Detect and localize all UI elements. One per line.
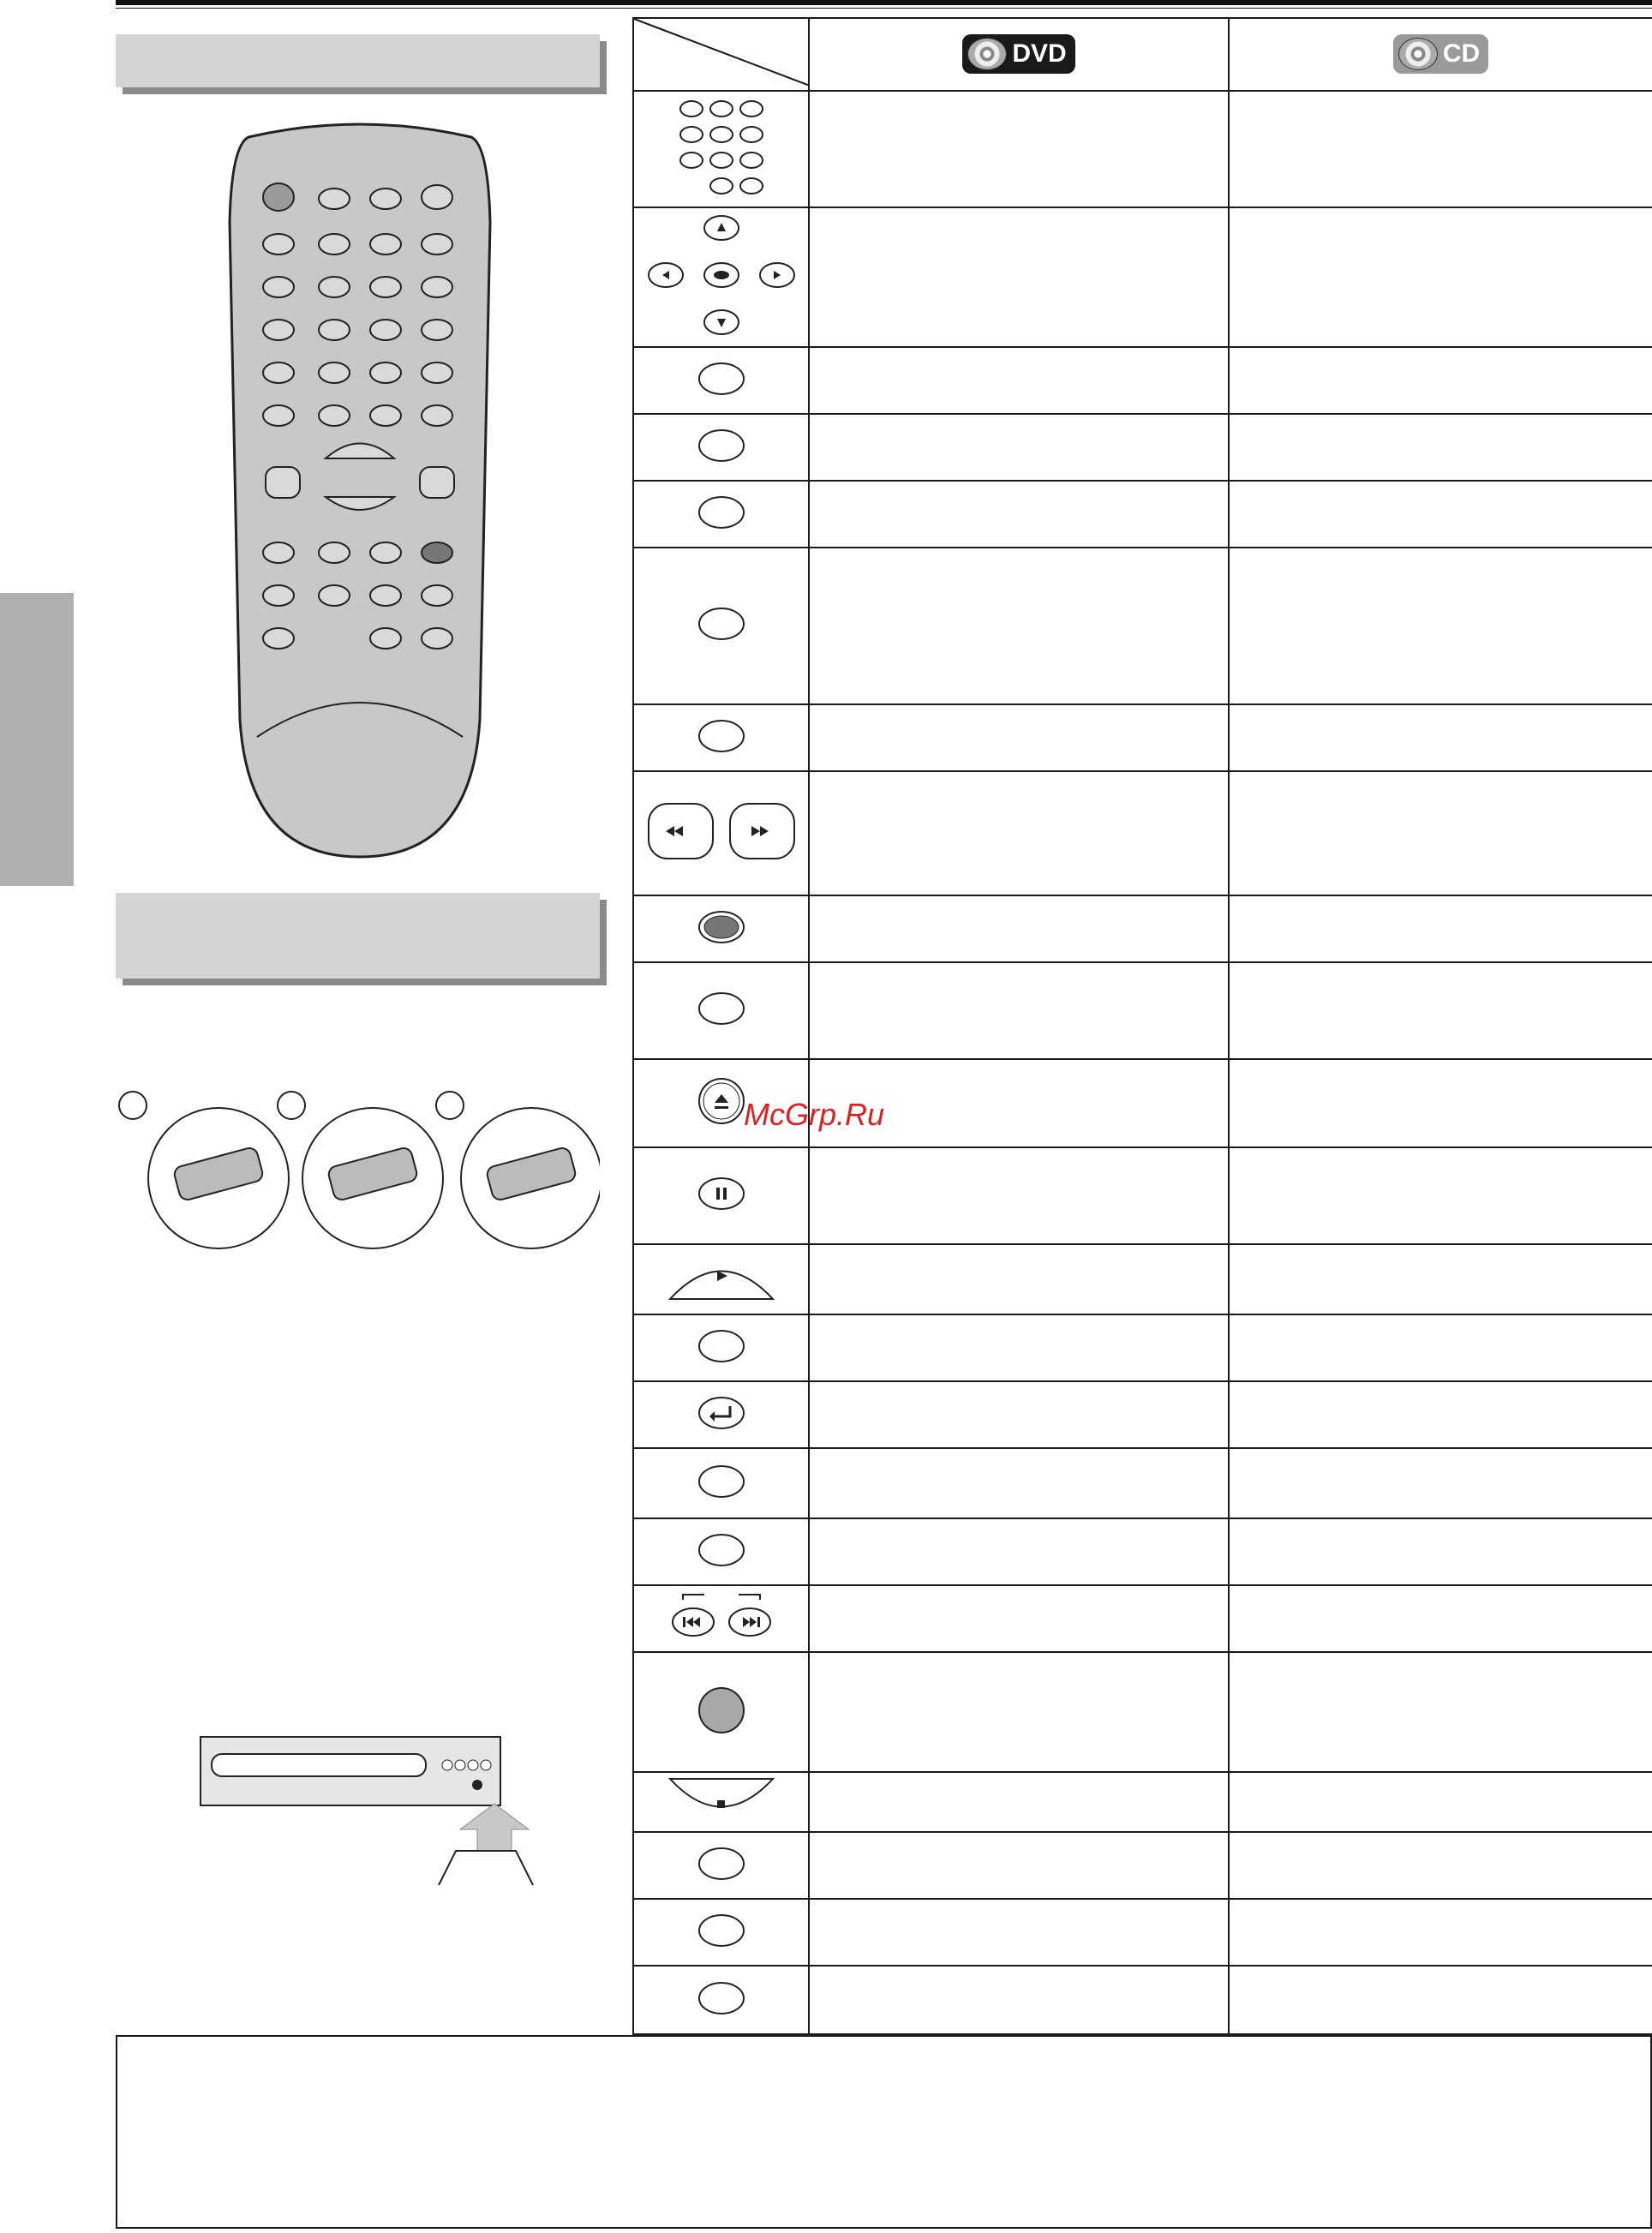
stop-button-icon [666, 1775, 777, 1826]
dvd-logo: DVD [962, 34, 1074, 74]
dvd-function-cell [809, 962, 1229, 1059]
cd-function-cell [1229, 1448, 1652, 1518]
battery-install-steps [116, 1088, 600, 1251]
disc-icon [967, 38, 1007, 70]
key-icon-cell [633, 207, 809, 347]
number-buttons-icon [674, 96, 769, 199]
cd-function-cell [1229, 1585, 1652, 1652]
cd-function-cell [1229, 1059, 1652, 1147]
dvd-function-cell [809, 1244, 1229, 1314]
cd-function-cell [1229, 962, 1652, 1059]
cd-function-cell [1229, 1381, 1652, 1448]
key-icon-cell [633, 1147, 809, 1244]
watermark: McGrp.Ru [744, 1097, 885, 1132]
cd-function-cell [1229, 548, 1652, 704]
table-row [633, 548, 1652, 704]
table-row [633, 414, 1652, 481]
table-row [633, 1899, 1652, 1966]
dvd-function-cell [809, 1448, 1229, 1518]
key-icon-cell [633, 771, 809, 895]
dvd-function-cell [809, 1772, 1229, 1832]
dvd-function-cell [809, 1381, 1229, 1448]
dvd-function-cell [809, 414, 1229, 481]
key-icon-cell [633, 91, 809, 207]
cd-function-cell [1229, 704, 1652, 771]
table-row [633, 1966, 1652, 2034]
remote-control-icon [223, 120, 497, 865]
table-row [633, 1585, 1652, 1652]
key-function-table [632, 17, 1652, 2035]
table-row [633, 347, 1652, 414]
cd-logo: CD [1393, 34, 1488, 74]
oval-button-icon [696, 494, 747, 531]
cd-function-cell [1229, 1652, 1652, 1772]
key-icon-cell [633, 704, 809, 771]
key-icon-cell [633, 481, 809, 548]
cd-function-cell [1229, 1832, 1652, 1899]
cd-function-cell [1229, 1772, 1652, 1832]
dvd-header-cell [809, 18, 1229, 91]
table-row [633, 895, 1652, 962]
table-row [633, 704, 1652, 771]
table-row [633, 1314, 1652, 1381]
table-row [633, 1448, 1652, 1518]
table-row [633, 207, 1652, 347]
key-icon-cell [633, 548, 809, 704]
oval-button-icon [696, 1979, 747, 2017]
section-heading-panel-1 [116, 34, 600, 87]
top-rule-thin [116, 8, 1652, 9]
dvd-function-cell [809, 704, 1229, 771]
oval-button-icon [696, 1463, 747, 1500]
cd-function-cell [1229, 895, 1652, 962]
table-row [633, 91, 1652, 207]
key-icon-cell [633, 962, 809, 1059]
table-row [633, 962, 1652, 1059]
cd-function-cell [1229, 414, 1652, 481]
table-row [633, 1381, 1652, 1448]
side-tab [0, 593, 74, 886]
dvd-function-cell [809, 1832, 1229, 1899]
key-icon-cell [633, 1381, 809, 1448]
oval-button-icon [696, 360, 747, 398]
key-icon-cell [633, 1832, 809, 1899]
key-icon-cell [633, 347, 809, 414]
key-icon-cell [633, 1899, 809, 1966]
oval-button-icon [696, 605, 747, 643]
table-row [633, 1652, 1652, 1772]
rew-ffw-buttons-icon [640, 797, 803, 865]
eject-button-icon [696, 1075, 747, 1127]
oval-button-icon [696, 1845, 747, 1883]
oval-button-icon [696, 427, 747, 464]
dvd-function-cell [809, 1899, 1229, 1966]
dvd-function-cell [809, 347, 1229, 414]
cd-function-cell [1229, 771, 1652, 895]
oval-button-icon [696, 1327, 747, 1365]
key-icon-cell [633, 1652, 809, 1772]
key-icon-cell [633, 1772, 809, 1832]
dvd-function-cell [809, 91, 1229, 207]
table-row [633, 481, 1652, 548]
top-rule [116, 0, 1652, 5]
oval-button-icon [696, 990, 747, 1027]
dvd-function-cell [809, 207, 1229, 347]
section-heading-panel-2 [116, 893, 600, 979]
disc-icon [1398, 38, 1438, 70]
cd-function-cell [1229, 1899, 1652, 1966]
dvd-function-cell [809, 548, 1229, 704]
table-row [633, 1832, 1652, 1899]
cd-function-cell [1229, 1147, 1652, 1244]
table-row [633, 1518, 1652, 1585]
cd-function-cell [1229, 91, 1652, 207]
cd-function-cell [1229, 1518, 1652, 1585]
player-sensor-illustration [199, 1735, 542, 1898]
dvd-function-cell [809, 1147, 1229, 1244]
enter-button-icon [696, 908, 747, 946]
key-icon-cell [633, 1448, 809, 1518]
pause-button-icon [696, 1175, 747, 1212]
dvd-function-cell [809, 895, 1229, 962]
key-icon-cell [633, 1585, 809, 1652]
key-icon-cell [633, 1518, 809, 1585]
play-button-icon [666, 1252, 777, 1303]
cd-function-cell [1229, 481, 1652, 548]
cd-function-cell [1229, 1314, 1652, 1381]
table-row [633, 771, 1652, 895]
dvd-function-cell [809, 1518, 1229, 1585]
dvd-function-cell [809, 1314, 1229, 1381]
cd-function-cell [1229, 1244, 1652, 1314]
key-icon-cell [633, 895, 809, 962]
dvd-function-cell [809, 1585, 1229, 1652]
dvd-function-cell [809, 771, 1229, 895]
note-box [116, 2035, 1652, 2229]
return-button-icon [696, 1394, 747, 1432]
oval-button-icon [696, 1531, 747, 1569]
corner-header-cell [633, 18, 809, 91]
power-button-icon [696, 1685, 747, 1736]
dvd-function-cell [809, 481, 1229, 548]
key-icon-cell [633, 1314, 809, 1381]
table-row [633, 1244, 1652, 1314]
oval-button-icon [696, 717, 747, 755]
table-row [633, 1147, 1652, 1244]
cd-header-cell [1229, 18, 1652, 91]
oval-button-icon [696, 1912, 747, 1949]
dvd-function-cell [809, 1652, 1229, 1772]
cd-function-cell [1229, 347, 1652, 414]
cd-function-cell [1229, 1966, 1652, 2034]
cursor-buttons-icon [640, 211, 803, 339]
table-row [633, 1772, 1652, 1832]
cd-function-cell [1229, 207, 1652, 347]
dvd-function-cell [809, 1966, 1229, 2034]
key-icon-cell [633, 1966, 809, 2034]
key-icon-cell [633, 414, 809, 481]
skip-buttons-icon [657, 1591, 786, 1643]
key-icon-cell [633, 1244, 809, 1314]
